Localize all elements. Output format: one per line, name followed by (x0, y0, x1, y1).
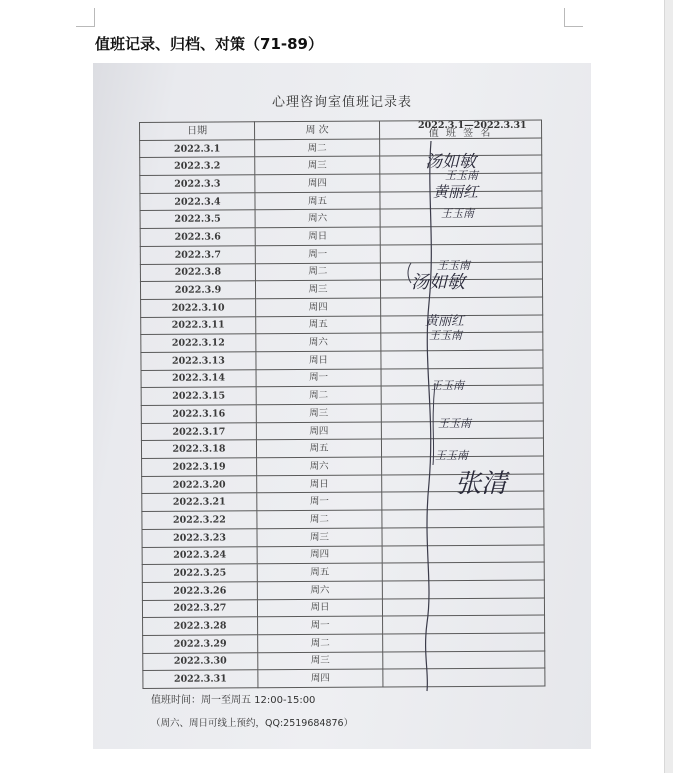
weekday-cell: 周四 (256, 298, 381, 316)
weekday-cell: 周四 (255, 174, 380, 192)
roster-body (140, 138, 545, 689)
date-cell: 2022.3.1 (140, 139, 255, 157)
date-cell: 2022.3.24 (142, 546, 257, 564)
signature-cell (383, 668, 545, 687)
date-cell: 2022.3.26 (142, 582, 257, 600)
scanned-duty-log-photo (93, 63, 591, 749)
date-cell: 2022.3.28 (143, 617, 258, 635)
signature-1: 汤如敏 (425, 152, 476, 172)
signature-cell (382, 509, 544, 528)
signature-cell (382, 562, 544, 581)
weekday-cell: 周四 (258, 669, 383, 687)
date-cell: 2022.3.18 (141, 440, 256, 458)
date-cell: 2022.3.23 (142, 529, 257, 547)
weekday-cell: 周五 (256, 439, 381, 457)
signature-cell (383, 633, 545, 652)
weekday-cell: 周五 (257, 563, 382, 581)
weekday-cell: 周三 (257, 528, 382, 546)
date-cell: 2022.3.5 (140, 210, 255, 228)
signature-12: 张清 (455, 469, 508, 499)
weekday-cell: 周三 (255, 156, 380, 174)
signature-3: 黄丽红 (433, 183, 479, 201)
date-cell: 2022.3.9 (140, 281, 255, 299)
signature-5: 王玉南 (437, 259, 470, 272)
date-cell: 2022.3.31 (143, 670, 258, 688)
table-row (143, 668, 545, 688)
weekday-cell: 周六 (255, 209, 380, 227)
date-cell: 2022.3.30 (143, 652, 258, 670)
date-cell: 2022.3.29 (143, 635, 258, 653)
signature-header-label: 值 班 签 名 (428, 127, 493, 140)
page-corner-mark-right (564, 8, 583, 27)
date-cell: 2022.3.11 (141, 316, 256, 334)
weekday-cell: 周六 (257, 457, 382, 475)
date-range: 2022.3.1—2022.3.31 (418, 120, 527, 131)
weekend-appointment-note: （周六、周日可线上预约，QQ:2519684876） (151, 718, 354, 729)
column-header-weekday: 周 次 (255, 121, 380, 139)
weekday-cell: 周日 (256, 351, 381, 369)
weekday-cell: 周二 (256, 386, 381, 404)
table-header-row (140, 120, 542, 140)
scan-title: 心理咨询室值班记录表 (271, 95, 412, 110)
weekday-cell: 周一 (256, 369, 381, 387)
date-cell: 2022.3.4 (140, 193, 255, 211)
signature-6: 汤如敏 (411, 272, 465, 293)
date-cell: 2022.3.25 (142, 564, 257, 582)
date-cell: 2022.3.12 (141, 334, 256, 352)
date-cell: 2022.3.19 (142, 458, 257, 476)
duty-roster-table (139, 120, 545, 689)
weekday-cell: 周二 (255, 263, 380, 281)
signature-cell (382, 598, 544, 617)
weekday-cell: 周六 (257, 581, 382, 599)
weekday-cell: 周四 (257, 546, 382, 564)
weekday-cell: 周一 (257, 492, 382, 510)
signature-11: 王玉南 (435, 449, 468, 462)
date-cell: 2022.3.16 (141, 405, 256, 423)
signature-7: 黄丽红 (425, 314, 465, 329)
date-cell: 2022.3.13 (141, 352, 256, 370)
date-cell: 2022.3.6 (140, 228, 255, 246)
signature-9: 王玉南 (431, 379, 464, 392)
weekday-cell: 周日 (257, 475, 382, 493)
date-cell: 2022.3.21 (142, 493, 257, 511)
signature-cell (382, 580, 544, 599)
signature-cell (383, 651, 545, 670)
weekday-cell: 周二 (257, 510, 382, 528)
column-header-date: 日期 (140, 122, 255, 140)
date-cell: 2022.3.2 (140, 157, 255, 175)
page-corner-mark-left (76, 8, 95, 27)
signature-cell (383, 615, 545, 634)
weekday-cell: 周五 (256, 316, 381, 334)
signature-2: 王玉南 (445, 169, 478, 182)
signature-10: 王玉南 (438, 417, 471, 430)
date-cell: 2022.3.27 (142, 599, 257, 617)
date-cell: 2022.3.14 (141, 369, 256, 387)
date-cell: 2022.3.15 (141, 387, 256, 405)
signature-4: 王玉南 (441, 207, 474, 220)
date-cell: 2022.3.7 (140, 246, 255, 264)
weekday-cell: 周一 (255, 245, 380, 263)
weekday-cell: 周四 (256, 422, 381, 440)
signature-cell (382, 527, 544, 546)
weekday-cell: 周三 (256, 404, 381, 422)
signature-cell (380, 226, 542, 245)
document-heading: 值班记录、归档、对策（71-89） (95, 35, 323, 53)
weekday-cell: 周三 (258, 652, 383, 670)
date-cell: 2022.3.8 (140, 263, 255, 281)
column-header-signature (379, 120, 541, 139)
signature-cell (382, 545, 544, 564)
date-cell: 2022.3.20 (142, 476, 257, 494)
weekday-cell: 周日 (257, 599, 382, 617)
weekday-cell: 周五 (255, 192, 380, 210)
date-cell: 2022.3.17 (141, 422, 256, 440)
weekday-cell: 周日 (255, 227, 380, 245)
signature-8: 王玉南 (429, 329, 462, 342)
weekday-cell: 周一 (258, 616, 383, 634)
weekday-cell: 周二 (255, 139, 380, 157)
date-cell: 2022.3.3 (140, 175, 255, 193)
date-cell: 2022.3.22 (142, 511, 257, 529)
duty-hours-note: 值班时间：周一至周五 12:00-15:00 (151, 695, 316, 706)
signature-cell (381, 350, 543, 369)
weekday-cell: 周六 (256, 333, 381, 351)
weekday-cell: 周三 (255, 280, 380, 298)
vertical-scrollbar[interactable] (664, 0, 673, 773)
weekday-cell: 周二 (258, 634, 383, 652)
date-cell: 2022.3.10 (141, 299, 256, 317)
